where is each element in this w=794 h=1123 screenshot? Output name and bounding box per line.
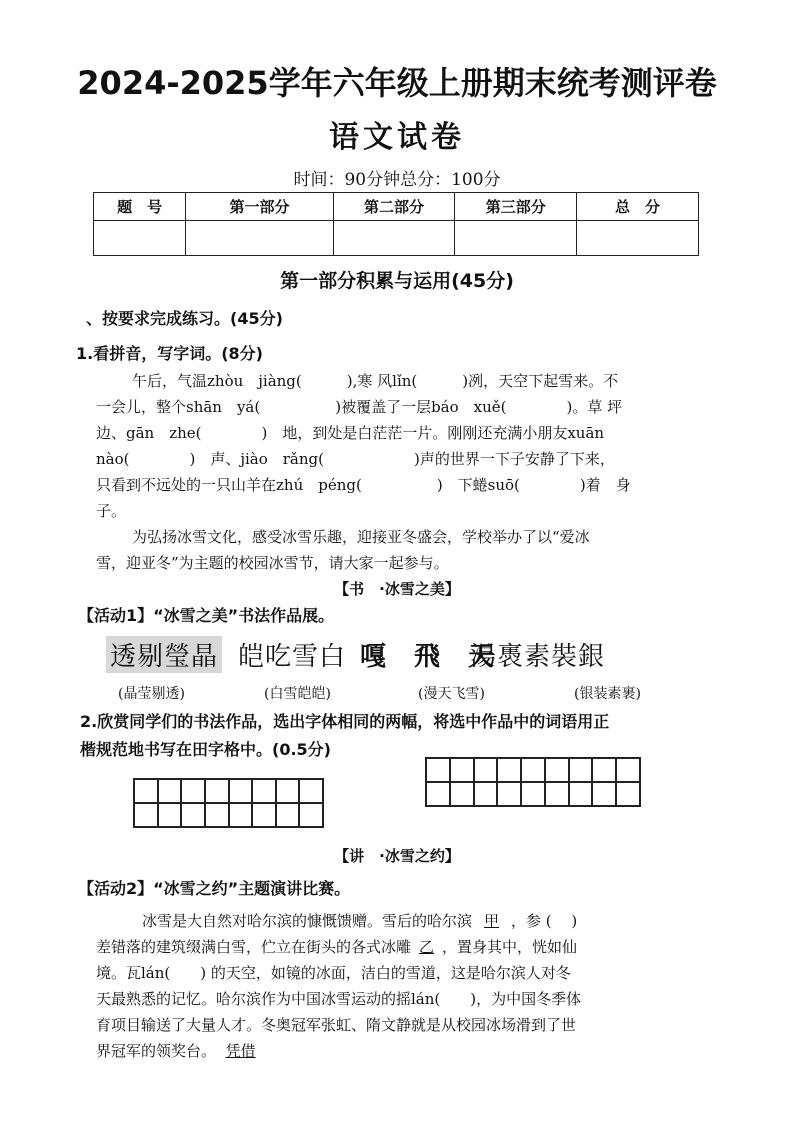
score-header-cell: 第一部分 <box>186 193 333 221</box>
score-cell[interactable] <box>577 221 699 256</box>
speech-line: 育项目输送了大量人才。冬奥冠军张虹、隋文静就是从校园冰场滑到了世 <box>96 1016 577 1034</box>
writing-grid-left[interactable] <box>133 778 324 828</box>
score-table <box>93 192 699 256</box>
writing-grid-right[interactable] <box>425 757 641 807</box>
part1-heading: 第一部分积累与运用(45分) <box>280 270 514 292</box>
q1-line: 只看到不远处的一只山羊在zhú péng( ) 下蜷suō( )着 身 <box>96 476 631 494</box>
activity1-title: 【活动1】“冰雪之美”书法作品展。 <box>78 606 335 625</box>
q1-line: 一会儿，整个shān yá( )被覆盖了一层báo xuě( )。草 坪 <box>96 398 623 416</box>
q1-line: 边、gān zhe( ) 地，到处是白茫茫一片。刚刚还充满小朋友xuān <box>96 424 605 442</box>
underlined-word: 凭借 <box>225 1042 256 1060</box>
speech-text: 差错落的建筑缀满白雪，伫立在街头的各式冰雕 <box>96 938 412 956</box>
q1-line: nào( ) 声、jiào rǎng( )声的世界一下子安静了下来， <box>96 450 615 468</box>
q1-passage <box>96 368 736 576</box>
q2-title-line: 楷规范地书写在田字格中。(0.5分) <box>80 740 331 759</box>
blank-jia[interactable]: 甲 <box>484 912 500 930</box>
calligraphy-work-2: 皑吃雪白 <box>238 642 347 672</box>
activity2-title: 【活动2】“冰雪之约”主题演讲比赛。 <box>78 879 351 898</box>
calligraphy-caption: (白雪皑皑) <box>264 686 331 702</box>
blank-yi[interactable]: 乙 <box>419 938 435 956</box>
section-title: 、按要求完成练习。(45分) <box>86 309 283 328</box>
q2-title <box>80 708 609 764</box>
q1-title: 1.看拼音，写字词。(8分) <box>76 344 263 363</box>
calligraphy-caption: (银装素裹) <box>574 686 641 702</box>
calligraphy-work-1: 透剔瑩晶 <box>106 636 222 673</box>
exam-title: 2024-2025学年六年级上册期末统考测评卷 <box>77 64 717 102</box>
speech-text: 冰雪是大自然对哈尔滨的慷慨馈赠。雪后的哈尔滨 <box>142 912 473 930</box>
speech-passage <box>96 908 736 1064</box>
tag-calligraphy: 【书 ·冰雪之美】 <box>334 580 460 598</box>
score-cell[interactable] <box>455 221 577 256</box>
intro-line: 雪，迎亚冬”为主题的校园冰雪节，请大家一起参与。 <box>96 554 449 572</box>
calligraphy-caption: (漫天飞雪) <box>418 686 485 702</box>
q1-line: 子。 <box>96 502 127 520</box>
speech-text: ，参 ( ) <box>511 912 578 930</box>
speech-line: 境。瓦lán( ) 的天空，如镜的冰面，洁白的雪道，这是哈尔滨人对冬 <box>96 964 571 982</box>
calligraphy-caption: (晶莹剔透) <box>118 686 185 702</box>
score-header-cell: 题 号 <box>94 193 186 221</box>
calligraphy-work-4: 湯褭素裝銀 <box>470 642 606 672</box>
calligraphy-work-3: 嘎 飛 天 <box>360 642 496 672</box>
score-header-cell: 第二部分 <box>333 193 455 221</box>
tag-speech: 【讲 ·冰雪之约】 <box>334 847 460 865</box>
intro-line: 为弘扬冰雪文化，感受冰雪乐趣，迎接亚冬盛会，学校举办了以“爱冰 <box>132 528 590 546</box>
speech-text: 界冠军的领奖台。 <box>96 1042 217 1060</box>
score-header-cell: 第三部分 <box>455 193 577 221</box>
score-cell[interactable] <box>186 221 333 256</box>
q2-title-line: 2.欣赏同学们的书法作品，选出字体相同的两幅，将选中作品中的词语用正 <box>80 712 610 731</box>
score-cell[interactable] <box>333 221 455 256</box>
speech-text: ，置身其中，恍如仙 <box>442 938 578 956</box>
time-info: 时间：90分钟总分：100分 <box>293 170 501 190</box>
score-cell[interactable] <box>94 221 186 256</box>
score-header-cell: 总 分 <box>577 193 699 221</box>
speech-line: 天最熟悉的记忆。哈尔滨作为中国冰雪运动的摇lán( )，为中国冬季体 <box>96 990 582 1008</box>
q1-line: 午后，气温zhòu jiàng( ),寒 风lǐn( )冽，天空下起雪来。不 <box>132 372 619 390</box>
exam-subtitle: 语文试卷 <box>329 120 465 155</box>
